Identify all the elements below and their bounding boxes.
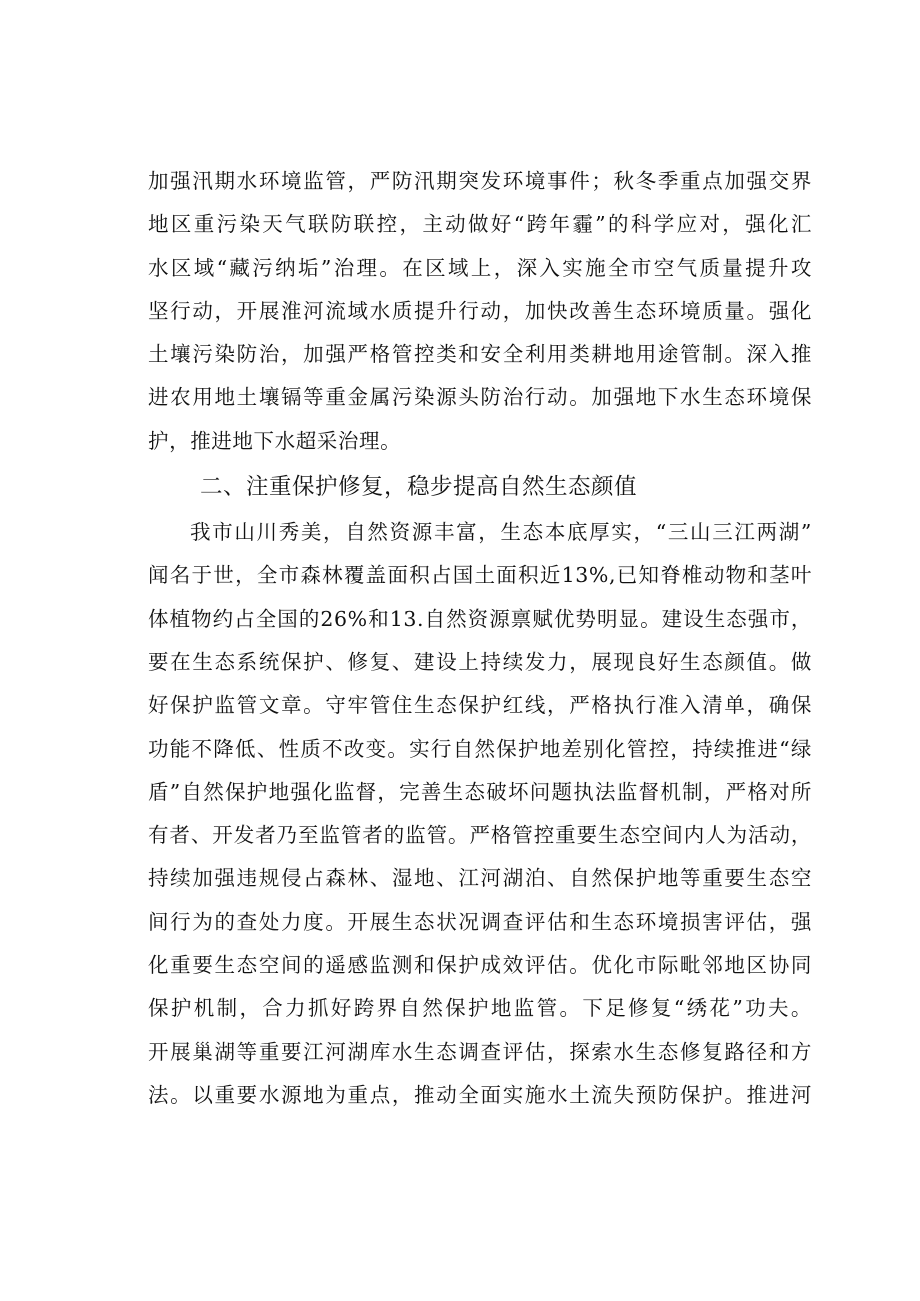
- text-line: 加强汛期水环境监管，严防汛期突发环境事件；秋冬季重点加强交界: [148, 169, 812, 193]
- text-line: 土壤污染防治，加强严格管控类和安全利用类耕地用途管制。深入推: [148, 342, 812, 367]
- text-line: 要在生态系统保护、修复、建设上持续发力，展现良好生态颜值。做: [148, 649, 812, 674]
- text-line: 我市山川秀美，自然资源丰富，生态本底厚实，“三山三江两湖”: [190, 520, 812, 545]
- text-line: 体植物约占全国的26%和13.自然资源禀赋优势明显。建设生态强市，: [148, 606, 812, 631]
- text-line: 水区域“藏污纳垢”治理。在区域上，深入实施全市空气质量提升攻: [148, 255, 812, 280]
- text-line: 坚行动，开展淮河流域水质提升行动，加快改善生态环境质量。强化: [148, 298, 812, 323]
- text-line: 间行为的查处力度。开展生态状况调查评估和生态环境损害评估，强: [148, 909, 812, 934]
- text-line: 闻名于世，全市森林覆盖面积占国土面积近13%,已知脊椎动物和茎叶: [148, 563, 812, 588]
- text-line: 功能不降低、性质不改变。实行自然保护地差别化管控，持续推进“绿: [148, 736, 812, 761]
- text-line: 持续加强违规侵占森林、湿地、江河湖泊、自然保护地等重要生态空: [148, 866, 812, 891]
- document-body: [148, 160, 812, 1117]
- paragraph-1: [148, 160, 812, 463]
- text-line: 保护机制，合力抓好跨界自然保护地监管。下足修复“绣花”功夫。: [148, 996, 812, 1021]
- text-line: 法。以重要水源地为重点，推动全面实施水土流失预防保护。推进河: [148, 1082, 812, 1107]
- section-heading: 二、注重保护修复，稳步提高自然生态颜值: [200, 474, 638, 501]
- text-line: 开展巢湖等重要江河湖库水生态调查评估，探索水生态修复路径和方: [148, 1039, 812, 1064]
- text-line: 盾”自然保护地强化监督，完善生态破坏问题执法监督机制，严格对所: [148, 779, 812, 804]
- text-line: 进农用地土壤镉等重金属污染源头防治行动。加强地下水生态环境保: [148, 385, 812, 410]
- text-line: 化重要生态空间的遥感监测和保护成效评估。优化市际毗邻地区协同: [148, 953, 812, 978]
- paragraph-2: [148, 511, 812, 1117]
- text-line: 地区重污染天气联防联控，主动做好“跨年霾”的科学应对，强化汇: [148, 212, 812, 237]
- text-line: 护，推进地下水超采治理。: [148, 428, 402, 453]
- text-line: 有者、开发者乃至监管者的监管。严格管控重要生态空间内人为活动，: [148, 823, 812, 848]
- text-line: 好保护监管文章。守牢管住生态保护红线，严格执行准入清单，确保: [148, 693, 812, 718]
